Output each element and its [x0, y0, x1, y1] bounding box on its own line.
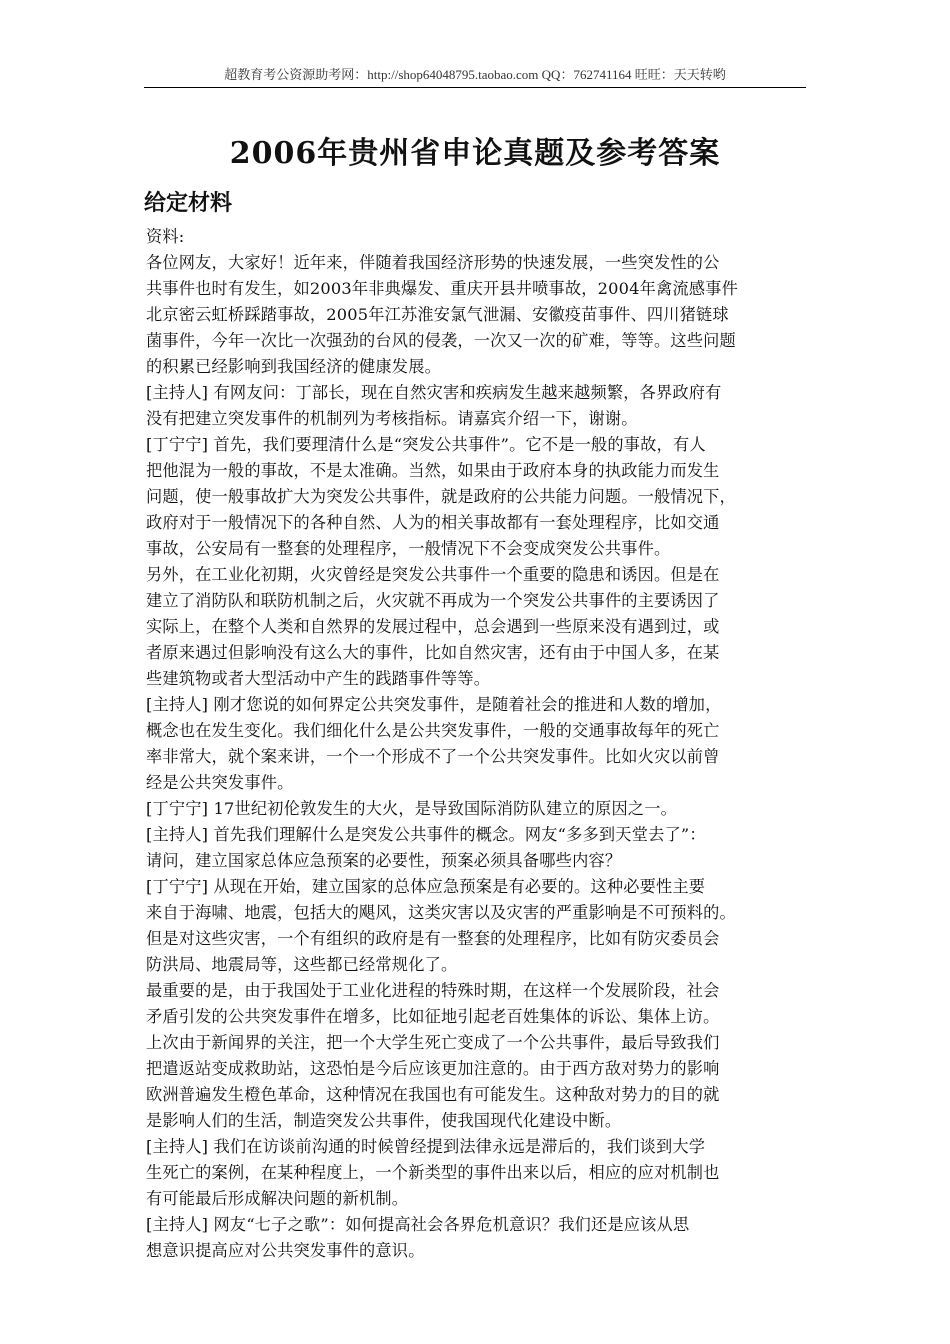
- paragraph: [146, 1212, 806, 1264]
- text-line: [丁宁宁] 从现在开始，建立国家的总体应急预案是有必要的。这种必要性主要: [146, 877, 706, 896]
- section-heading: 给定材料: [144, 190, 233, 216]
- text-line: [丁宁宁] 17世纪初伦敦发生的大火，是导致国际消防队建立的原因之一。: [146, 799, 677, 818]
- text-line: 资料:: [146, 227, 185, 246]
- text-line: [主持人] 我们在访谈前沟通的时候曾经提到法律永远是滞后的，我们谈到大学: [146, 1137, 706, 1156]
- text-line: 欧洲普遍发生橙色革命，这种情况在我国也有可能发生。这种敌对势力的目的就: [146, 1085, 720, 1104]
- text-line: 些建筑物或者大型活动中产生的践踏事件等等。: [146, 669, 491, 688]
- text-line: 没有把建立突发事件的机制列为考核指标。请嘉宾介绍一下，谢谢。: [146, 409, 638, 428]
- document-title: 2006年贵州省申论真题及参考答案: [229, 136, 721, 171]
- text-line: 菌事件，今年一次比一次强劲的台风的侵袭，一次又一次的矿难，等等。这些问题: [146, 331, 736, 350]
- text-line: 概念也在发生变化。我们细化什么是公共突发事件，一般的交通事故每年的死亡: [146, 721, 720, 740]
- text-line: 各位网友，大家好！近年来，伴随着我国经济形势的快速发展，一些突发性的公: [146, 253, 720, 272]
- text-line: 另外，在工业化初期，火灾曾经是突发公共事件一个重要的隐患和诱因。但是在: [146, 565, 720, 584]
- text-line: 想意识提高应对公共突发事件的意识。: [146, 1241, 425, 1260]
- text-line: 事故，公安局有一整套的处理程序，一般情况下不会变成突发公共事件。: [146, 539, 671, 558]
- paragraph: [146, 562, 806, 692]
- text-line: 政府对于一般情况下的各种自然、人为的相关事故都有一套处理程序，比如交通: [146, 513, 720, 532]
- text-line: 实际上，在整个人类和自然界的发展过程中，总会遇到一些原来没有遇到过，或: [146, 617, 720, 636]
- text-line: 的积累已经影响到我国经济的健康发展。: [146, 357, 441, 376]
- text-line: [丁宁宁] 首先，我们要理清什么是“突发公共事件”。它不是一般的事故，有人: [146, 435, 706, 454]
- text-line: 来自于海啸、地震，包括大的飓风，这类灾害以及灾害的严重影响是不可预料的。: [146, 903, 736, 922]
- text-line: 防洪局、地震局等，这些都已经常规化了。: [146, 955, 458, 974]
- text-line: 把遣返站变成救助站，这恐怕是今后应该更加注意的。由于西方敌对势力的影响: [146, 1059, 720, 1078]
- text-line: 北京密云虹桥踩踏事故，2005年江苏淮安氯气泄漏、安徽疫苗事件、四川猪链球: [146, 305, 729, 324]
- text-line: 请问，建立国家总体应急预案的必要性，预案必须具备哪些内容？: [146, 851, 622, 870]
- text-line: 有可能最后形成解决问题的新机制。: [146, 1189, 409, 1208]
- text-line: 是影响人们的生活，制造突发公共事件，使我国现代化建设中断。: [146, 1111, 622, 1130]
- text-line: [主持人] 有网友问：丁部长，现在自然灾害和疾病发生越来越频繁，各界政府有: [146, 383, 722, 402]
- paragraph: [146, 1134, 806, 1212]
- text-line: 问题，使一般事故扩大为突发公共事件，就是政府的公共能力问题。一般情况下，: [146, 487, 736, 506]
- paragraph: [146, 432, 806, 562]
- text-line: 上次由于新闻界的关注，把一个大学生死亡变成了一个公共事件，最后导致我们: [146, 1033, 720, 1052]
- text-line: [主持人] 网友“七子之歌”：如何提高社会各界危机意识？我们还是应该从思: [146, 1215, 690, 1234]
- text-line: 率非常大，就个案来讲，一个一个形成不了一个公共突发事件。比如火灾以前曾: [146, 747, 720, 766]
- paragraph: [146, 380, 806, 432]
- paragraph: [146, 692, 806, 796]
- paragraph: [146, 874, 806, 978]
- document-body: [146, 224, 806, 1264]
- text-line: 者原来遇过但影响没有这么大的事件，比如自然灾害，还有由于中国人多，在某: [146, 643, 720, 662]
- paragraph: [146, 796, 806, 822]
- paragraph: [146, 250, 806, 380]
- text-line: [主持人] 刚才您说的如何界定公共突发事件，是随着社会的推进和人数的增加，: [146, 695, 722, 714]
- text-line: 生死亡的案例，在某种程度上，一个新类型的事件出来以后，相应的应对机制也: [146, 1163, 720, 1182]
- text-line: 把他混为一般的事故，不是太准确。当然，如果由于政府本身的执政能力而发生: [146, 461, 720, 480]
- text-line: [主持人] 首先我们理解什么是突发公共事件的概念。网友“多多到天堂去了”：: [146, 825, 706, 844]
- text-line: 最重要的是，由于我国处于工业化进程的特殊时期，在这样一个发展阶段，社会: [146, 981, 720, 1000]
- text-line: 但是对这些灾害，一个有组织的政府是有一整套的处理程序，比如有防灾委员会: [146, 929, 720, 948]
- text-line: 建立了消防队和联防机制之后，火灾就不再成为一个突发公共事件的主要诱因了: [146, 591, 720, 610]
- text-line: 矛盾引发的公共突发事件在增多，比如征地引起老百姓集体的诉讼、集体上访。: [146, 1007, 720, 1026]
- paragraph: [146, 224, 806, 250]
- text-line: 经是公共突发事件。: [146, 773, 294, 792]
- paragraph: [146, 978, 806, 1134]
- header-divider: [144, 87, 806, 88]
- page-header: 超教育考公资源助考网：http://shop64048795.taobao.com QQ：762741164 旺旺：天天转哟: [224, 67, 726, 82]
- paragraph: [146, 822, 806, 874]
- text-line: 共事件也时有发生，如2003年非典爆发、重庆开县井喷事故，2004年禽流感事件: [146, 279, 739, 298]
